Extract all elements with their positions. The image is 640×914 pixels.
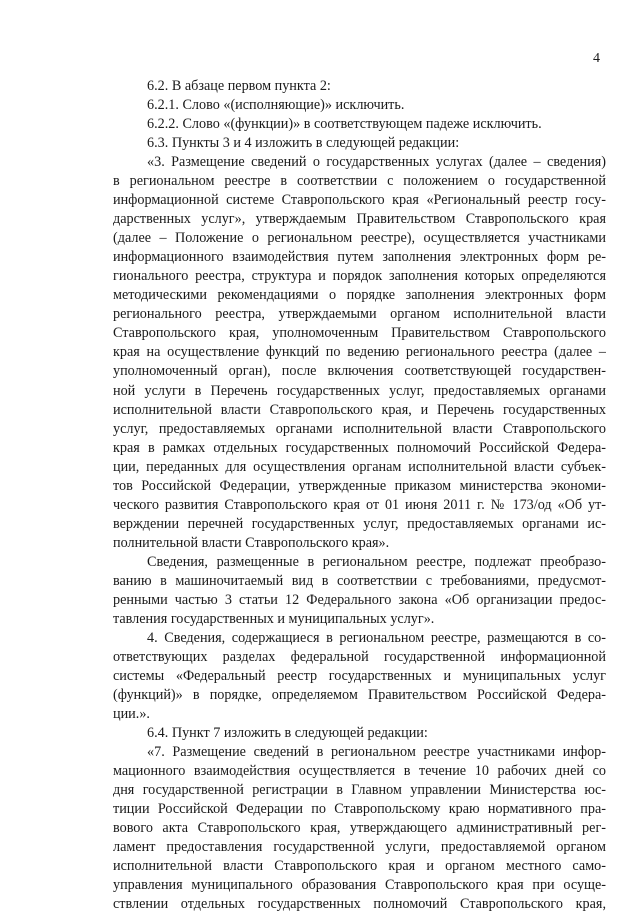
text-line: тиции Российской Федерации по Ставропольскому краю нормативного пра- — [113, 801, 606, 818]
text-line: тов Российской Федерации, утвержденные приказом министерства экономи- — [113, 477, 606, 494]
text-line: услуг, предоставляемых органами исполнительной власти Ставропольского — [113, 420, 606, 437]
text-line: 6.2.1. Слово «(исполняющие)» исключить. — [147, 97, 405, 114]
text-line: исполнительной власти Ставропольского края и органом местного само- — [113, 858, 606, 875]
text-line: «3. Размещение сведений о государственных услугах (далее – сведения) — [147, 154, 606, 171]
text-line: ции, переданных для осуществления органам исполнительной власти субъек- — [113, 458, 606, 475]
text-line: гионального реестра, структура и порядок заполнения которых определяются — [113, 268, 606, 285]
text-line: ответствующих разделах федеральной государственной информационной — [113, 648, 606, 665]
text-line: 6.3. Пункты 3 и 4 изложить в следующей редакции: — [147, 135, 460, 152]
text-line: (далее – Положение о региональном реестре), осуществляется участниками — [113, 230, 606, 247]
text-line: края в рамках отдельных государственных полномочий Российской Федера- — [113, 439, 606, 456]
text-line: информационного взаимодействия путем заполнения электронных форм ре- — [113, 249, 606, 266]
text-line: исполнительной власти Ставропольского края, и Перечень государственных — [113, 401, 606, 418]
text-line: вового акта Ставропольского края, утверждающего административный рег- — [113, 820, 606, 837]
text-line: дарственных услуг», утверждаемым Правительством Ставропольского края — [113, 211, 606, 228]
text-line: мационного взаимодействия осуществляется в течение 10 рабочих дней со — [113, 763, 606, 780]
text-line: информационной системе Ставропольского края «Региональный реестр госу- — [113, 192, 606, 209]
text-line: методическими рекомендациями о порядке заполнения электронных форм — [113, 287, 606, 304]
text-line: ной услуги в Перечень государственных услуг, предоставляемых органами — [113, 382, 606, 399]
text-line: ванию в машиночитаемый вид в соответствии с требованиями, предусмот- — [113, 572, 606, 589]
text-line: 6.2. В абзаце первом пункта 2: — [147, 78, 331, 94]
text-line: уполномоченный орган), после включения соответствующей государствен- — [113, 363, 606, 380]
text-line: полнительной власти Ставропольского края». — [113, 534, 390, 551]
text-line: ческого развития Ставропольского края от 01 июня 2011 г. № 173/од «Об ут- — [113, 496, 606, 513]
text-line: регионального реестра, утверждаемыми органом исполнительной власти — [113, 306, 606, 323]
text-line: ции.». — [113, 706, 150, 723]
text-line: 6.2.2. Слово «(функции)» в соответствующем падеже исключить. — [147, 116, 542, 133]
text-line: 4. Сведения, содержащиеся в региональном реестре, размещаются в со- — [147, 629, 606, 646]
text-line: ренными частью 3 статьи 12 Федерального закона «Об организации предос- — [113, 591, 606, 608]
document-body — [113, 77, 606, 914]
text-line: (функций)» в порядке, определяемом Правительством Российской Федера- — [113, 687, 606, 703]
text-line: 6.4. Пункт 7 изложить в следующей редакции: — [147, 725, 428, 742]
text-line: ствлении отдельных государственных полномочий Ставропольского края, — [113, 896, 606, 913]
text-line: тавления государственных и муниципальных услуг». — [113, 610, 435, 627]
text-line: в региональном реестре в соответствии с положением о государственной — [113, 173, 606, 190]
text-line: дня государственной регистрации в Главном управлении Министерства юс- — [113, 782, 606, 799]
text-line: управления муниципального образования Ставропольского края при осуще- — [113, 877, 606, 894]
text-line: системы «Федеральный реестр государственных и муниципальных услуг — [113, 667, 606, 684]
text-line: Ставропольского края, уполномоченным Правительством Ставропольского — [113, 325, 606, 342]
text-line: края на осуществление функций по ведению регионального реестра (далее – — [113, 344, 606, 361]
text-line: «7. Размещение сведений в региональном реестре участниками инфор- — [147, 744, 606, 761]
text-line: ламент предоставления государственной услуги, предоставляемой органом — [113, 839, 606, 856]
text-line: Сведения, размещенные в региональном реестре, подлежат преобразо- — [147, 553, 606, 570]
text-line: верждении перечней государственных услуг, предоставляемых органами ис- — [113, 515, 606, 532]
page-number: 4 — [593, 51, 600, 66]
